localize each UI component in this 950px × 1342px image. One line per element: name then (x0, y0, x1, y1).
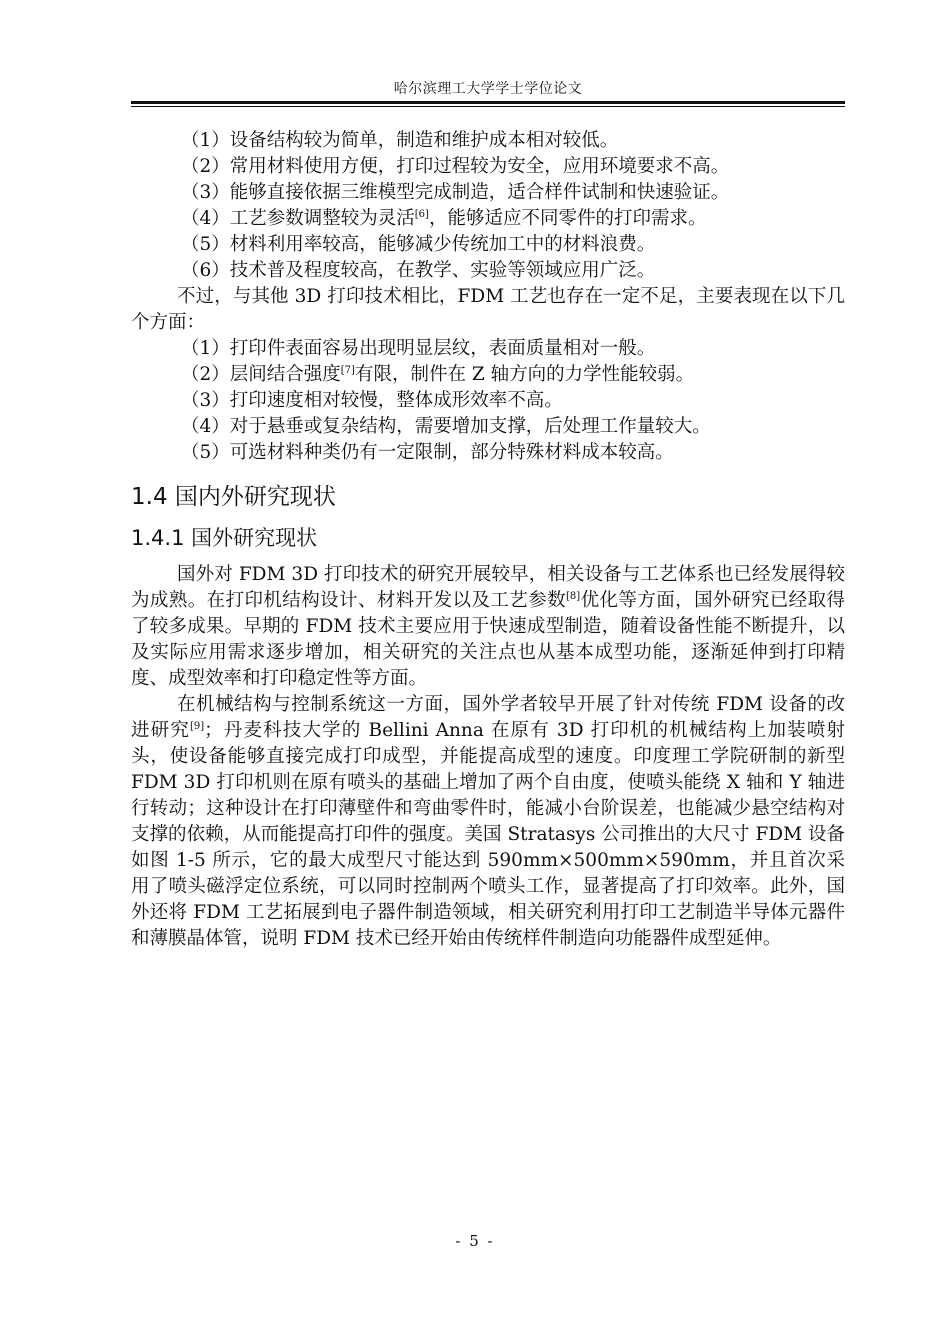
research-paragraph-1-text: 国外对 FDM 3D 打印技术的研究开展较早，相关设备与工艺体系也已经发展得较为成熟。在打印机结构设计、材料开发以及工艺参数 (131, 564, 845, 611)
advantage-item-2: （2）常用材料使用方便，打印过程较为安全，应用环境要求不高。 (181, 156, 730, 177)
advantage-item-4-text-cont: ，能够适应不同零件的打印需求。 (428, 208, 707, 229)
citation-9: [9] (189, 721, 205, 732)
running-header: 哈尔滨理工大学学士学位论文 (393, 81, 583, 97)
header-rule-thin (131, 106, 845, 107)
header-rule-thick (131, 101, 845, 104)
research-paragraph-2-text: 在机械结构与控制系统这一方面，国外学者较早开展了针对传统 FDM 设备的改进研究 (131, 694, 845, 741)
disadvantage-item-3: （3）打印速度相对较慢，整体成形效率不高。 (181, 390, 563, 411)
research-paragraph-2-text-cont: ；丹麦科技大学的 Bellini Anna 在原有 3D 打印机的机械结构上加装喷射头，使设备能够直接完成打印成型，并能提高成型的速度。印度理工学院研制的新型 FDM 3D 打印机则在原有喷头的基础上增加了两个自由度，使喷头能绕 X 轴和 Y 轴进行转动；这种设计在打印薄壁件和弯曲零件时，能减小台阶误差，也能减少悬空结构对支撑的依赖，从而能提高打印件的强度。美国 Stratasys 公司推出的大尺寸 FDM 设备如图 1-5 所示，它的最大成型尺寸能达到 590mm×500mm×590mm，并且首次采用了喷头磁浮定位系统，可以同时控制两个喷头工作，显著提高了打印效率。此外，国外还将 FDM 工艺拓展到电子器件制造领域，相关研究利用打印工艺制造半导体元器件和薄膜晶体管，说明 FDM 技术已经开始由传统样件制造向功能器件成型延伸。 (131, 720, 845, 949)
citation-6: [6] (414, 209, 429, 220)
advantage-item-4-text: （4）工艺参数调整较为灵活 (181, 208, 415, 229)
page-number: - 5 - (455, 1232, 495, 1250)
advantage-item-3: （3）能够直接依据三维模型完成制造，适合样件试制和快速验证。 (181, 182, 730, 203)
disadvantage-item-5: （5）可选材料种类仍有一定限制，部分特殊材料成本较高。 (181, 442, 674, 463)
citation-8: [8] (566, 591, 581, 602)
disadvantage-item-2 (131, 362, 845, 388)
disadvantage-item-4: （4）对于悬垂或复杂结构，需要增加支撑，后处理工作量较大。 (181, 416, 711, 437)
body-text (131, 128, 845, 952)
disadvantage-item-1: （1）打印件表面容易出现明显层纹，表面质量相对一般。 (181, 338, 656, 359)
research-paragraph-1-text-cont: 优化等方面，国外研究已经取得了较多成果。早期的 FDM 技术主要应用于快速成型制造，随着设备性能不断提升，以及实际应用需求逐步增加，相关研究的关注点也从基本成型功能，逐渐延伸到打印精度、成型效率和打印稳定性等方面。 (131, 590, 845, 689)
research-paragraph-2 (131, 692, 845, 952)
advantage-item-5: （5）材料利用率较高，能够减少传统加工中的材料浪费。 (181, 234, 656, 255)
advantage-item-4 (131, 206, 845, 232)
advantage-item-6: （6）技术普及程度较高，在教学、实验等领域应用广泛。 (181, 260, 656, 281)
research-paragraph-1 (131, 562, 845, 692)
section-heading: 1.4 国内外研究现状 (131, 484, 336, 510)
citation-7: [7] (340, 365, 355, 376)
disadvantage-item-2-text-cont: 有限，制件在 Z 轴方向的力学性能较弱。 (354, 364, 695, 385)
advantage-item-1: （1）设备结构较为简单，制造和维护成本相对较低。 (181, 130, 619, 151)
subsection-heading: 1.4.1 国外研究现状 (131, 526, 318, 550)
disadvantage-item-2-text: （2）层间结合强度 (181, 364, 341, 385)
transition-paragraph: 不过，与其他 3D 打印技术相比，FDM 工艺也存在一定不足，主要表现在以下几个方面： (131, 286, 845, 333)
